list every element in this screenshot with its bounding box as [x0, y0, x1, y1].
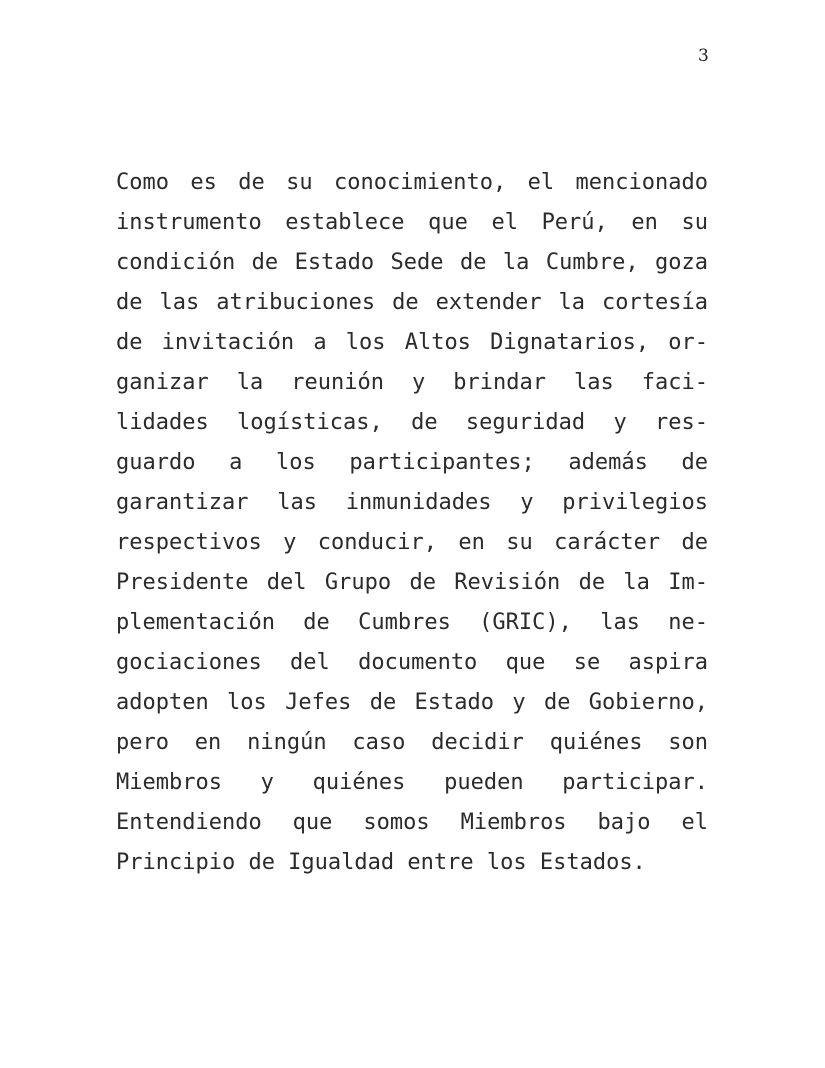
paragraph-line: gociaciones del documento que se aspira	[116, 650, 708, 675]
page-number: 3	[698, 46, 709, 66]
paragraph-line: garantizar las inmunidades y privilegios	[116, 490, 708, 515]
paragraph-line: pero en ningún caso decidir quiénes son	[116, 730, 708, 755]
paragraph-line: Miembros y quiénes pueden participar.	[116, 770, 708, 795]
paragraph-line: Presidente del Grupo de Revisión de la Im-	[116, 570, 708, 595]
body-paragraph	[116, 163, 708, 883]
paragraph-line: plementación de Cumbres (GRIC), las ne-	[116, 610, 708, 635]
paragraph-line: adopten los Jefes de Estado y de Gobierno,	[116, 690, 708, 715]
paragraph-line: condición de Estado Sede de la Cumbre, goza	[116, 250, 708, 275]
paragraph-line: respectivos y conducir, en su carácter de	[116, 530, 708, 555]
paragraph-line: de las atribuciones de extender la cortesía	[116, 290, 708, 315]
paragraph-line: Como es de su conocimiento, el mencionado	[116, 170, 708, 195]
paragraph-line: instrumento establece que el Perú, en su	[116, 210, 708, 235]
paragraph-line: guardo a los participantes; además de	[116, 450, 708, 475]
paragraph-line: ganizar la reunión y brindar las faci-	[116, 370, 708, 395]
paragraph-line: Entendiendo que somos Miembros bajo el	[116, 810, 708, 835]
paragraph-line: Principio de Igualdad entre los Estados.	[116, 850, 646, 875]
paragraph-line: de invitación a los Altos Dignatarios, or-	[116, 330, 708, 355]
paragraph-line: lidades logísticas, de seguridad y res-	[116, 410, 708, 435]
